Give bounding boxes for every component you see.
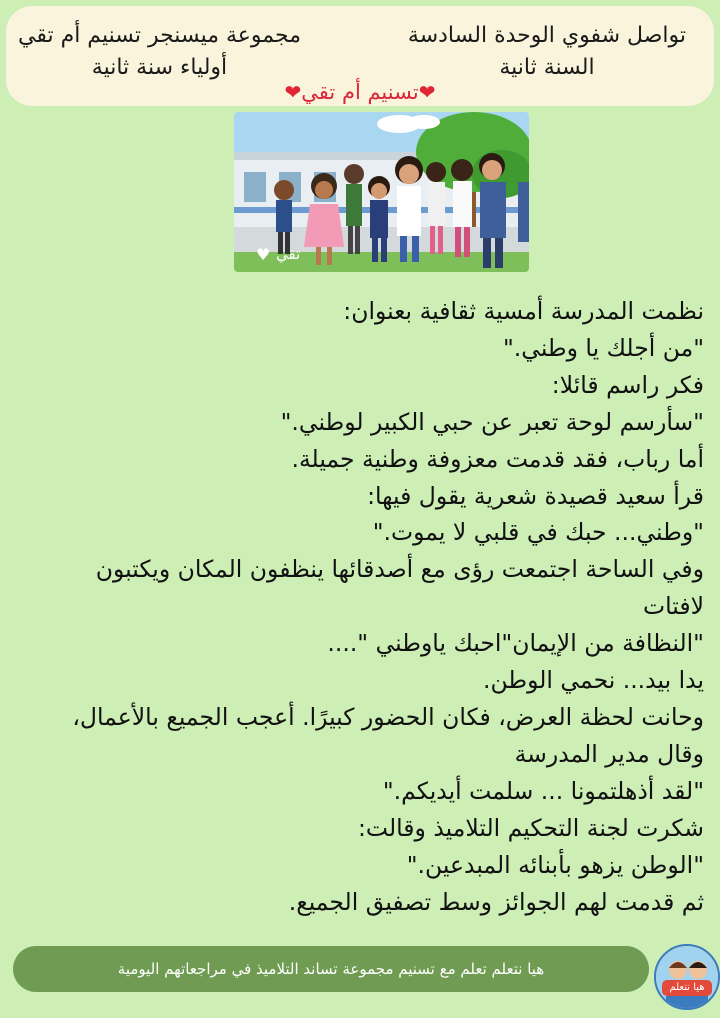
story-line: "وطني... حبك في قلبي لا يموت." xyxy=(372,518,704,547)
header-banner xyxy=(6,6,714,106)
header-right-title xyxy=(408,20,686,84)
brand-logo xyxy=(654,944,720,1010)
group-subtitle: أولياء سنة ثانية xyxy=(91,55,228,80)
story-line: قرأ سعيد قصيدة شعرية يقول فيها: xyxy=(367,481,704,510)
story-line: "الوطن يزهو بأبنائه المبدعين." xyxy=(406,850,704,879)
story-line: أما رباب، فقد قدمت معزوفة وطنية جميلة. xyxy=(291,444,704,473)
unit-title: تواصل شفوي الوحدة السادسة xyxy=(407,23,686,48)
story-line: وفي الساحة اجتمعت رؤى مع أصدقائها ينظفون المكان ويكتبون xyxy=(95,555,704,584)
story-line: يدا بيد... نحمي الوطن. xyxy=(483,666,704,695)
svg-text:♥: ♥ xyxy=(256,245,271,264)
logo-text: هيا نتعلم xyxy=(669,982,705,993)
kids-logo-icon xyxy=(656,946,718,1008)
story-line: "سأرسم لوحة تعبر عن حبي الكبير لوطني." xyxy=(280,407,704,436)
story-line: فكر راسم قائلا: xyxy=(551,370,704,399)
story-line: "لقد أذهلتمونا ... سلمت أيديكم." xyxy=(382,776,704,805)
author-name: تسنيم أم تقي xyxy=(301,80,419,104)
footer-text: هيا نتعلم تعلم مع تسنيم مجموعة تساند التلاميذ في مراجعاتهم اليومية xyxy=(117,960,545,978)
story-line: ثم قدمت لهم الجوائز وسط تصفيق الجميع. xyxy=(288,887,704,916)
group-name: مجموعة ميسنجر تسنيم أم تقي xyxy=(18,23,301,48)
grade-label: السنة ثانية xyxy=(499,55,595,80)
story-text xyxy=(14,293,704,920)
author-label xyxy=(6,76,714,108)
story-line: "من أجلك يا وطني." xyxy=(502,333,704,362)
story-line: نظمت المدرسة أمسية ثقافية بعنوان: xyxy=(343,297,704,325)
story-line: شكرت لجنة التحكيم التلاميذ وقالت: xyxy=(357,813,704,842)
story-line: وحانت لحظة العرض، فكان الحضور كبيرًا. أعجب الجميع بالأعمال، xyxy=(72,702,704,731)
heart-icon: ❤ xyxy=(418,80,436,104)
heart-icon: ❤ xyxy=(284,80,302,104)
story-line: "النظافة من الإيمان"احبك ياوطني ".... xyxy=(327,629,704,658)
story-line: وقال مدير المدرسة xyxy=(514,739,704,768)
footer-banner xyxy=(13,946,649,992)
story-line: لافتات xyxy=(642,592,704,621)
watermark-label: تقي xyxy=(276,245,301,263)
header-left-title xyxy=(18,20,301,84)
school-illustration xyxy=(234,112,529,272)
